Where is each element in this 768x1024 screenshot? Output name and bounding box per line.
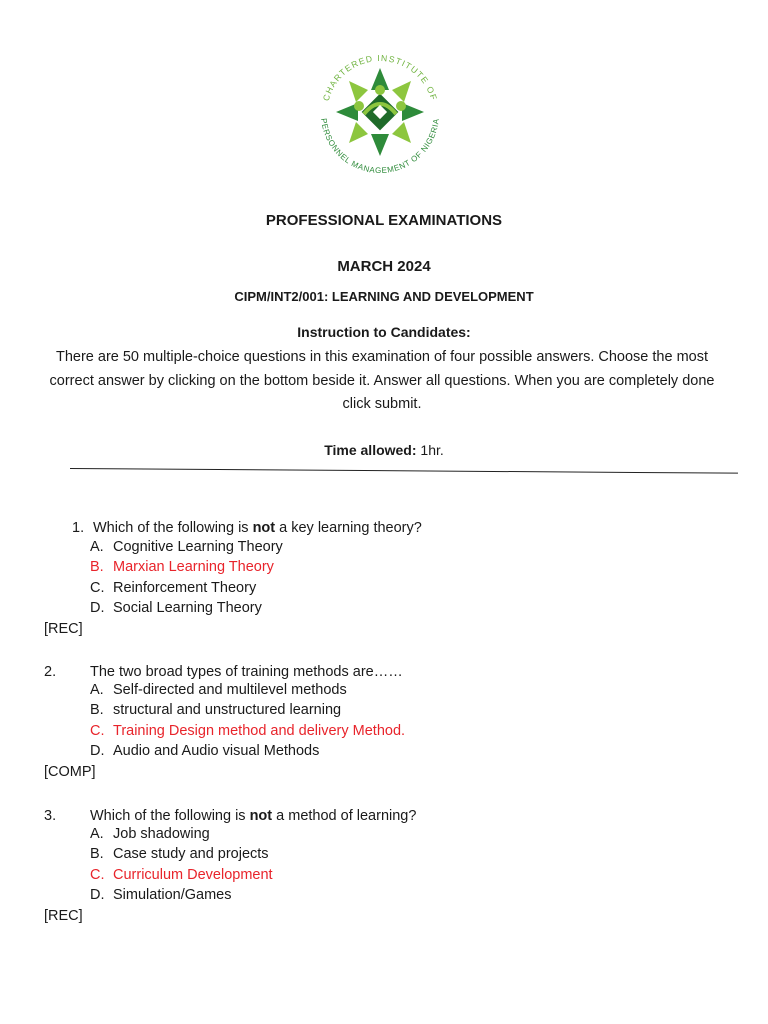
option-d[interactable]: D. Simulation/Games bbox=[90, 887, 232, 903]
option-a[interactable]: A. Self-directed and multilevel methods bbox=[90, 682, 347, 698]
exam-date: MARCH 2024 bbox=[337, 258, 431, 275]
exam-title: PROFESSIONAL EXAMINATIONS bbox=[265, 212, 503, 229]
question-stem: The two broad types of training methods are…… bbox=[90, 664, 403, 680]
option-b[interactable]: B. Case study and projects bbox=[90, 846, 269, 862]
course-code-title: CIPM/INT2/001: LEARNING AND DEVELOPMENT bbox=[234, 289, 534, 304]
option-c[interactable]: C. Reinforcement Theory bbox=[90, 580, 257, 596]
svg-text:CHARTERED INSTITUTE OF: CHARTERED INSTITUTE OF bbox=[320, 52, 440, 103]
option-b-correct[interactable]: B. Marxian Learning Theory bbox=[90, 559, 274, 575]
option-b[interactable]: B. structural and unstructured learning bbox=[90, 702, 342, 718]
option-d[interactable]: D. Social Learning Theory bbox=[90, 600, 262, 616]
option-a[interactable]: A. Job shadowing bbox=[90, 826, 210, 842]
question-tag: [REC] bbox=[44, 621, 83, 637]
option-d[interactable]: D. Audio and Audio visual Methods bbox=[90, 743, 320, 759]
option-c-correct[interactable]: C. Curriculum Development bbox=[90, 867, 273, 883]
question-stem: Which of the following is not a method of learning? bbox=[90, 808, 417, 824]
time-allowed-label: Time allowed: bbox=[324, 442, 417, 458]
question-tag: [COMP] bbox=[44, 764, 96, 780]
time-allowed-value: 1hr. bbox=[416, 442, 444, 458]
instruction-body: There are 50 multiple-choice questions in this examination of four possible answers. Choose the most correct answer by clicking on the bottom beside it. Answer all questions. When you are completely done click submit. bbox=[49, 349, 715, 412]
question-stem: Which of the following is not a key learning theory? bbox=[93, 520, 422, 536]
time-allowed bbox=[0, 442, 768, 458]
cipm-logo bbox=[307, 42, 453, 182]
option-c-correct[interactable]: C. Training Design method and delivery Method. bbox=[90, 723, 406, 739]
question-number: 3. bbox=[44, 808, 57, 824]
option-a[interactable]: A. Cognitive Learning Theory bbox=[90, 539, 283, 555]
question-tag: [REC] bbox=[44, 908, 83, 924]
svg-text:PERSONNEL MANAGEMENT OF NIGERI: PERSONNEL MANAGEMENT OF NIGERIA bbox=[319, 117, 441, 176]
question-number: 1. bbox=[72, 520, 85, 536]
instruction-heading: Instruction to Candidates: bbox=[297, 324, 471, 340]
divider bbox=[70, 468, 738, 474]
question-number: 2. bbox=[44, 664, 57, 680]
